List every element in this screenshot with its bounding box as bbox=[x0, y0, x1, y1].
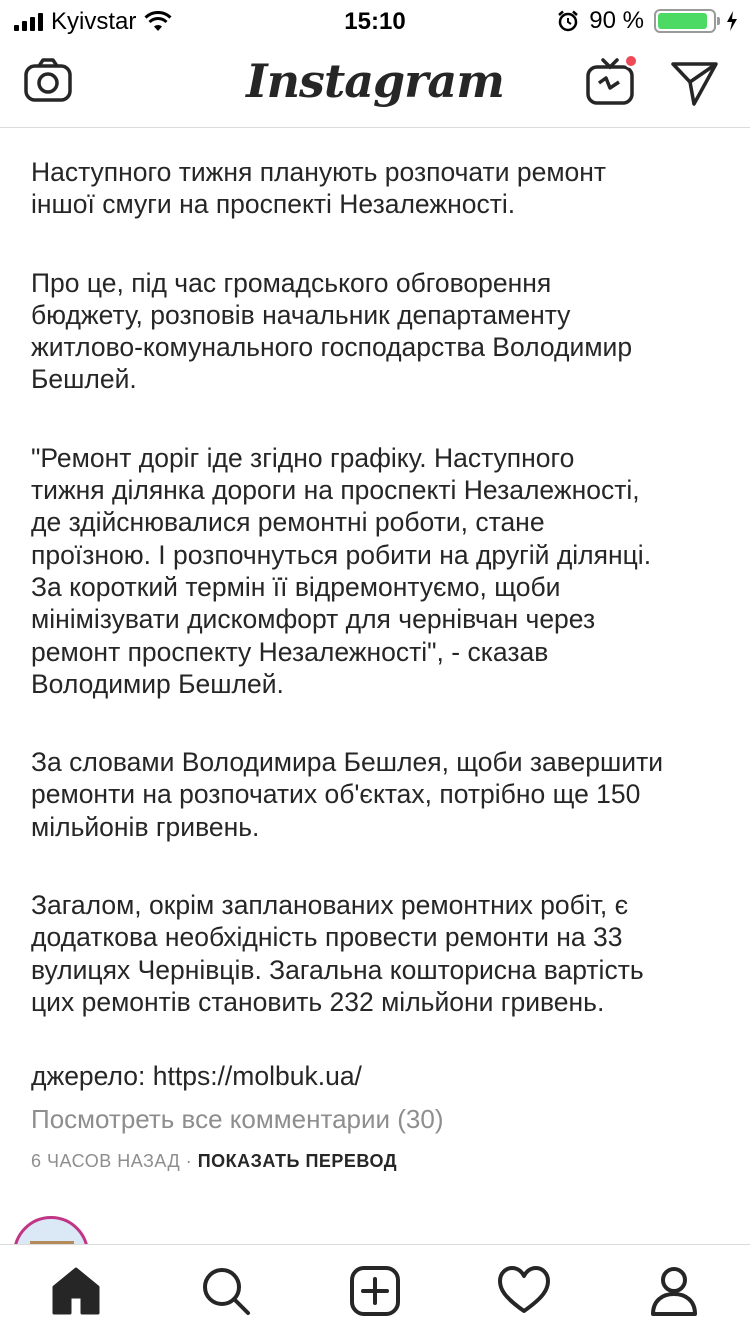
battery-level bbox=[658, 13, 707, 29]
time-ago: 6 ЧАСОВ НАЗАД bbox=[31, 1151, 181, 1172]
carrier-name: Kyivstar bbox=[51, 8, 137, 35]
home-icon[interactable] bbox=[50, 1265, 102, 1317]
caption-paragraph: Наступного тижня планують розпочати ремонт іншої смуги на проспекті Незалежності. bbox=[31, 157, 607, 220]
new-post-icon[interactable] bbox=[349, 1265, 401, 1317]
status-bar bbox=[0, 0, 750, 40]
bottom-tab-bar bbox=[0, 1244, 750, 1334]
direct-message-icon[interactable] bbox=[670, 60, 720, 108]
view-comments-link[interactable]: Посмотреть все комментарии (30) bbox=[31, 1104, 444, 1135]
caption-paragraph: За словами Володимира Бешлея, щоби завершити ремонти на розпочатих об'єктах, потрібно ще 150 мільйонів гривень. bbox=[31, 747, 664, 842]
caption-paragraph: "Ремонт доріг іде згідно графіку. Наступного тижня ділянка дороги на проспекті Незалежності, де здійснювалися ремонтні роботи, стане проїзною. І розпочнуться робити на другій ділянці. За короткий термін її відремонтуємо, щоби мінімізувати дискомфорт для чернівчан через ремонт проспекту Незалежності", - сказав Володимир Бешлей. bbox=[31, 442, 652, 699]
battery-icon bbox=[654, 9, 716, 33]
heart-icon[interactable] bbox=[498, 1265, 550, 1317]
clock: 15:10 bbox=[344, 8, 406, 35]
app-header bbox=[0, 40, 750, 128]
post-meta bbox=[31, 1151, 731, 1172]
battery-percent: 90 % bbox=[589, 7, 644, 34]
igtv-button[interactable] bbox=[586, 58, 634, 111]
instagram-logo: Instagram bbox=[246, 54, 504, 108]
post-caption bbox=[31, 156, 731, 1172]
status-right bbox=[557, 7, 738, 35]
caption-paragraph: Про це, під час громадського обговорення бюджету, розповів начальник департаменту житлово-комунального господарства Володимир Бешлей. bbox=[31, 267, 633, 395]
caption-paragraph: Загалом, окрім запланованих ремонтних робіт, є додаткова необхідність провести ремонти на 33 вулицях Чернівців. Загальна кошторисна вартість цих ремонтів становить 232 мільйони гривень. bbox=[31, 890, 644, 1017]
source-link[interactable]: джерело: https://molbuk.ua/ bbox=[31, 1061, 362, 1092]
search-icon[interactable] bbox=[200, 1265, 252, 1317]
charging-icon bbox=[726, 11, 738, 31]
profile-icon[interactable] bbox=[648, 1265, 700, 1317]
show-translation-button[interactable]: ПОКАЗАТЬ ПЕРЕВОД bbox=[197, 1151, 398, 1172]
alarm-icon bbox=[557, 10, 579, 32]
meta-separator: · bbox=[180, 1151, 198, 1172]
notification-dot bbox=[624, 54, 638, 68]
